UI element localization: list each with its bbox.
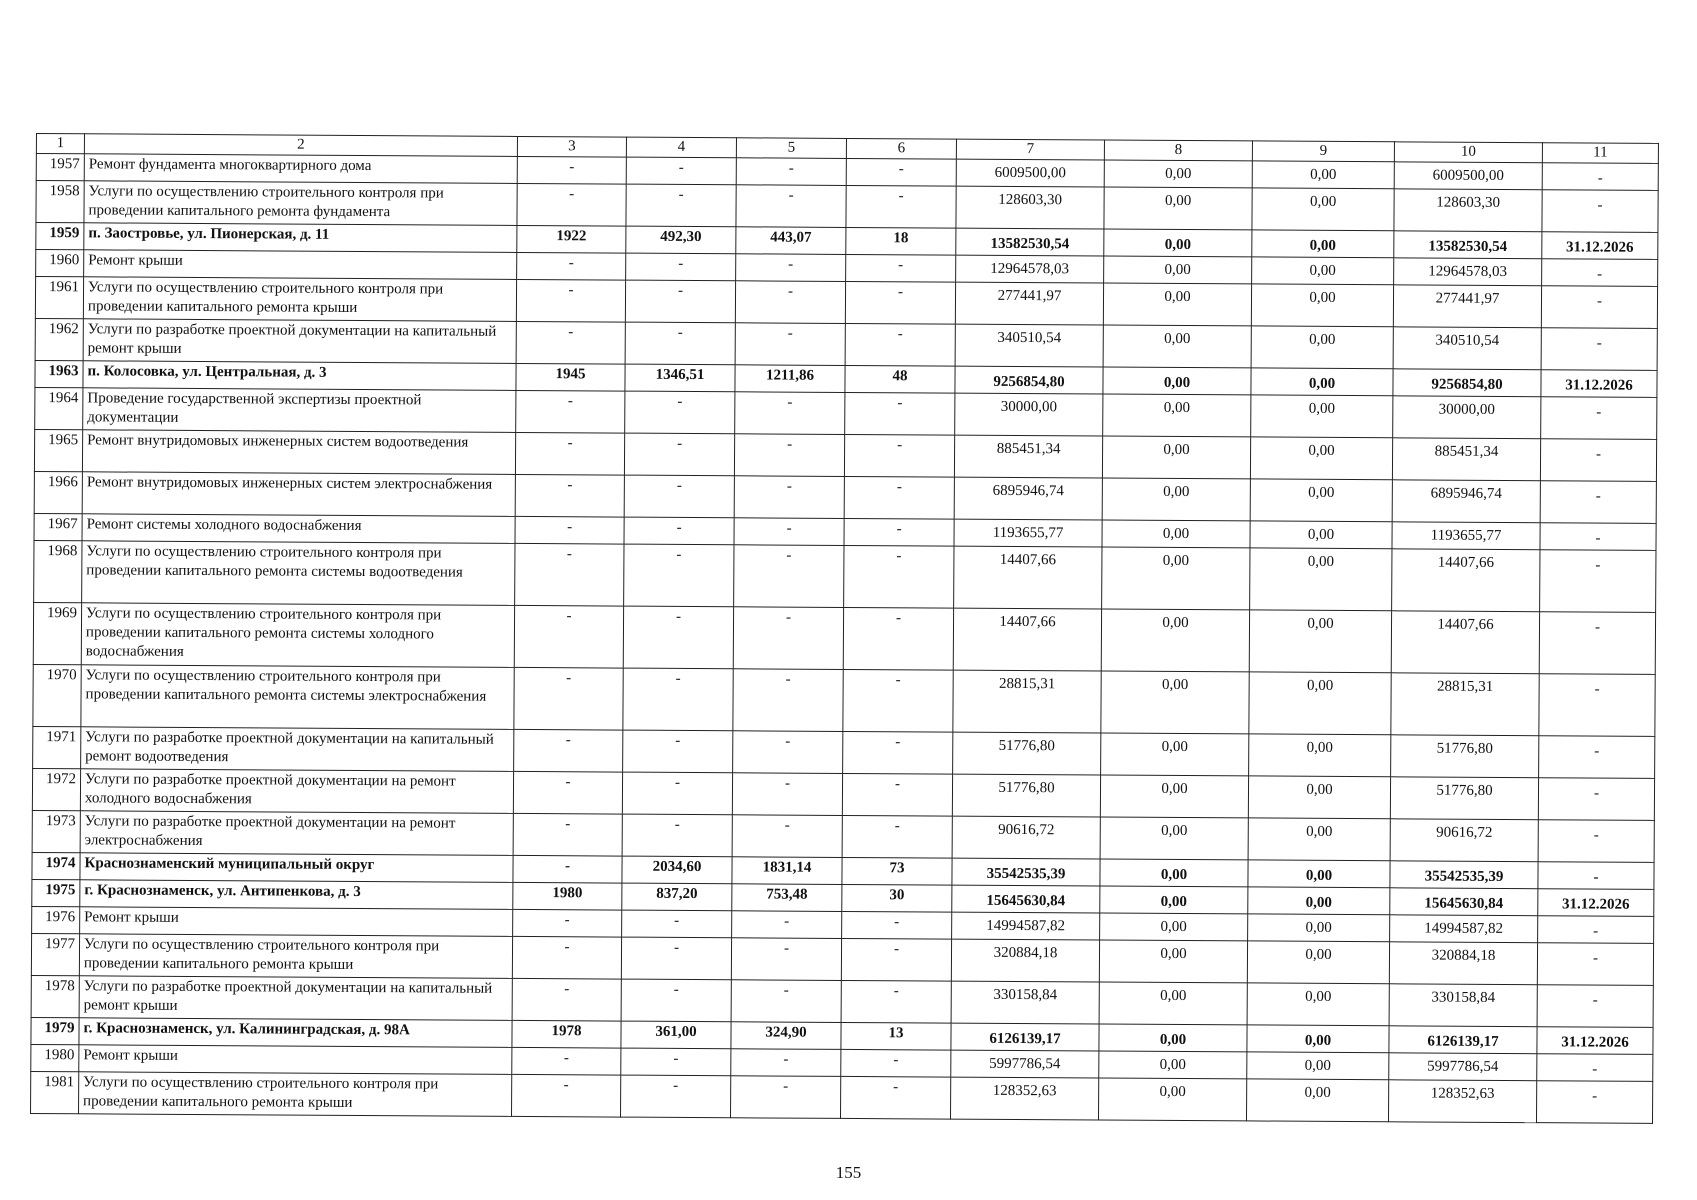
residents-cell: - <box>840 1076 950 1119</box>
deadline-cell: - <box>1538 778 1654 821</box>
col10-cell: 320884,18 <box>1389 942 1537 985</box>
year-cell: - <box>512 936 621 979</box>
residents-cell: - <box>846 158 956 186</box>
row-number: 1979 <box>31 1017 79 1044</box>
col8-cell: 0,00 <box>1101 733 1249 776</box>
column-header: 6 <box>846 138 956 159</box>
total-cost-cell: 14994587,82 <box>952 912 1100 940</box>
area-total-cell: - <box>623 668 733 731</box>
col10-cell: 51776,80 <box>1390 777 1538 820</box>
area-total-cell: - <box>624 475 734 518</box>
column-header: 7 <box>956 139 1104 160</box>
deadline-cell: - <box>1541 397 1657 440</box>
item-description: г. Краснознаменск, ул. Калининградская, д. 98А <box>79 1018 512 1048</box>
row-number: 1962 <box>35 318 83 360</box>
col9-cell: 0,00 <box>1252 188 1394 231</box>
item-description: Услуги по осуществлению строительного контроля при проведении капитального ремонта системы водоотведения <box>82 541 515 606</box>
area-total-cell: 1346,51 <box>625 364 735 392</box>
year-cell: - <box>517 252 626 280</box>
area-living-cell: - <box>736 158 846 186</box>
total-cost-cell: 90616,72 <box>952 816 1100 859</box>
col9-cell: 0,00 <box>1251 395 1393 438</box>
total-cost-cell: 330158,84 <box>951 981 1099 1024</box>
area-total-cell: - <box>624 544 734 607</box>
year-cell: - <box>515 432 624 475</box>
col10-cell: 14407,66 <box>1391 611 1539 674</box>
deadline-cell: - <box>1537 943 1653 986</box>
area-living-cell: - <box>735 323 845 366</box>
col10-cell: 13582530,54 <box>1394 231 1542 259</box>
row-number: 1966 <box>34 471 82 513</box>
area-living-cell: 324,90 <box>731 1022 841 1050</box>
column-header: 1 <box>36 134 84 154</box>
item-description: Краснознаменский муниципальный округ <box>80 853 513 883</box>
residents-cell: - <box>841 980 951 1023</box>
residents-cell: - <box>842 773 952 816</box>
area-living-cell: - <box>734 518 844 546</box>
item-description: Услуги по разработке проектной документации на капитальный ремонт крыши <box>83 319 516 364</box>
col8-cell: 0,00 <box>1104 160 1252 188</box>
area-total-cell: - <box>622 772 732 815</box>
year-cell: - <box>514 729 623 772</box>
row-number: 1973 <box>32 810 80 852</box>
col9-cell: 0,00 <box>1248 818 1390 861</box>
total-cost-cell: 30000,00 <box>955 393 1103 436</box>
area-total-cell: - <box>625 322 735 365</box>
item-description: Услуги по разработке проектной документации на ремонт холодного водоснабжения <box>80 769 513 814</box>
col10-cell: 5997786,54 <box>1389 1053 1537 1081</box>
area-living-cell: - <box>734 545 844 608</box>
col10-cell: 14994587,82 <box>1390 915 1538 943</box>
area-living-cell: - <box>731 1049 841 1077</box>
col8-cell: 0,00 <box>1101 609 1249 672</box>
column-header: 3 <box>517 136 626 157</box>
year-cell: - <box>513 909 622 937</box>
col8-cell: 0,00 <box>1102 520 1250 548</box>
item-description: Ремонт системы холодного водоснабжения <box>82 514 515 544</box>
deadline-cell: - <box>1538 862 1654 890</box>
deadline-cell: 31.12.2026 <box>1542 232 1658 260</box>
col8-cell: 0,00 <box>1103 394 1251 437</box>
col8-cell: 0,00 <box>1100 775 1248 818</box>
col10-cell: 12964578,03 <box>1394 258 1542 286</box>
item-description: Услуги по осуществлению строительного контроля при проведении капитального ремонта системы электроснабжения <box>81 665 514 730</box>
residents-cell: - <box>841 938 951 981</box>
column-header: 10 <box>1394 142 1542 163</box>
area-total-cell: - <box>625 280 735 323</box>
col8-cell: 0,00 <box>1102 436 1250 479</box>
col9-cell: 0,00 <box>1248 914 1390 942</box>
year-cell: - <box>516 390 625 433</box>
deadline-cell: - <box>1542 163 1658 191</box>
year-cell: - <box>517 183 626 226</box>
total-cost-cell: 5997786,54 <box>951 1050 1099 1078</box>
area-total-cell: - <box>620 1075 730 1118</box>
area-living-cell: - <box>731 980 841 1023</box>
col8-cell: 0,00 <box>1103 283 1251 326</box>
col8-cell: 0,00 <box>1100 886 1248 914</box>
col8-cell: 0,00 <box>1098 1078 1246 1121</box>
col10-cell: 1193655,77 <box>1392 522 1540 550</box>
deadline-cell: - <box>1537 985 1653 1028</box>
item-description: Услуги по осуществлению строительного контроля при проведении капитального ремонта крыши <box>83 277 516 322</box>
col8-cell: 0,00 <box>1100 859 1248 887</box>
col10-cell: 90616,72 <box>1390 819 1538 862</box>
area-living-cell: 753,48 <box>732 884 842 912</box>
column-header: 11 <box>1542 143 1658 164</box>
col9-cell: 0,00 <box>1248 860 1390 888</box>
area-total-cell: - <box>622 910 732 938</box>
year-cell: - <box>515 516 624 544</box>
col10-cell: 128352,63 <box>1388 1080 1536 1123</box>
area-living-cell: - <box>734 434 844 477</box>
year-cell: - <box>515 474 624 517</box>
item-description: Проведение государственной экспертизы проектной документации <box>83 388 516 433</box>
area-living-cell: - <box>733 669 843 732</box>
row-number: 1957 <box>36 154 84 181</box>
residents-cell: - <box>846 185 956 228</box>
row-number: 1975 <box>32 879 80 906</box>
col10-cell: 340510,54 <box>1393 327 1541 370</box>
total-cost-cell: 6126139,17 <box>951 1023 1099 1051</box>
deadline-cell: 31.12.2026 <box>1541 370 1657 398</box>
item-description: Услуги по осуществлению строительного контроля при проведении капитального ремонта фундамента <box>84 181 517 226</box>
row-number: 1968 <box>34 540 82 602</box>
total-cost-cell: 35542535,39 <box>952 858 1100 886</box>
col9-cell: 0,00 <box>1251 284 1393 327</box>
row-number: 1967 <box>34 513 82 540</box>
deadline-cell: - <box>1541 286 1657 329</box>
deadline-cell: - <box>1537 1054 1653 1082</box>
year-cell: - <box>512 1074 621 1117</box>
deadline-cell: - <box>1540 550 1656 613</box>
year-cell: - <box>516 321 625 364</box>
residents-cell: - <box>843 607 953 670</box>
area-total-cell: - <box>626 253 736 281</box>
row-number: 1976 <box>32 906 80 933</box>
budget-table <box>30 133 1659 1124</box>
col9-cell: 0,00 <box>1248 776 1390 819</box>
total-cost-cell: 51776,80 <box>953 732 1101 775</box>
document-sheet <box>30 133 1658 1124</box>
area-living-cell: - <box>731 938 841 981</box>
residents-cell: - <box>844 434 954 477</box>
total-cost-cell: 15645630,84 <box>952 885 1100 913</box>
total-cost-cell: 28815,31 <box>953 670 1101 733</box>
col8-cell: 0,00 <box>1104 229 1252 257</box>
year-cell: - <box>514 667 623 730</box>
area-living-cell: - <box>736 185 846 228</box>
total-cost-cell: 277441,97 <box>955 282 1103 325</box>
page-number: 155 <box>835 1163 862 1182</box>
col8-cell: 0,00 <box>1099 1024 1247 1052</box>
col10-cell: 35542535,39 <box>1390 861 1538 889</box>
item-description: г. Краснознаменск, ул. Антипенкова, д. 3 <box>80 880 513 910</box>
area-total-cell: - <box>623 730 733 773</box>
area-total-cell: - <box>624 433 734 476</box>
col9-cell: 0,00 <box>1249 734 1391 777</box>
year-cell: 1978 <box>512 1020 621 1048</box>
area-total-cell: 2034,60 <box>622 856 732 884</box>
col9-cell: 0,00 <box>1247 941 1389 984</box>
deadline-cell: - <box>1542 190 1658 233</box>
residents-cell: - <box>844 476 954 519</box>
row-number: 1977 <box>31 933 79 975</box>
col8-cell: 0,00 <box>1100 913 1248 941</box>
column-header: 9 <box>1252 141 1394 162</box>
row-number: 1969 <box>33 602 81 664</box>
total-cost-cell: 6895946,74 <box>954 477 1102 520</box>
col10-cell: 14407,66 <box>1392 549 1540 612</box>
year-cell: - <box>513 855 622 883</box>
residents-cell: 13 <box>841 1022 951 1050</box>
row-number: 1961 <box>35 277 83 319</box>
residents-cell: - <box>841 1049 951 1077</box>
year-cell: 1945 <box>516 363 625 391</box>
col10-cell: 330158,84 <box>1389 984 1537 1027</box>
deadline-cell: - <box>1539 674 1655 737</box>
deadline-cell: - <box>1540 481 1656 524</box>
item-description: Ремонт внутридомовых инженерных систем водоотведения <box>82 430 515 475</box>
residents-cell: - <box>846 254 956 282</box>
deadline-cell: - <box>1539 736 1655 779</box>
work-item-row <box>31 1071 1653 1123</box>
area-living-cell: - <box>736 254 846 282</box>
area-total-cell: - <box>621 937 731 980</box>
area-total-cell: - <box>621 1048 731 1076</box>
residents-cell: 48 <box>845 365 955 393</box>
col9-cell: 0,00 <box>1252 161 1394 189</box>
column-header: 2 <box>84 134 517 157</box>
row-number: 1972 <box>32 768 80 810</box>
residents-cell: - <box>842 815 952 858</box>
deadline-cell: 31.12.2026 <box>1538 889 1654 917</box>
row-number: 1965 <box>34 429 82 471</box>
year-cell: - <box>513 771 622 814</box>
item-description: Услуги по разработке проектной документации на ремонт электроснабжения <box>80 811 513 856</box>
total-cost-cell: 320884,18 <box>951 939 1099 982</box>
residents-cell: - <box>843 669 953 732</box>
year-cell: - <box>513 813 622 856</box>
row-number: 1980 <box>31 1044 79 1071</box>
deadline-cell: - <box>1540 439 1656 482</box>
col9-cell: 0,00 <box>1251 368 1393 396</box>
deadline-cell: - <box>1540 523 1656 551</box>
row-number: 1958 <box>36 181 84 223</box>
year-cell: - <box>517 156 626 184</box>
col9-cell: 0,00 <box>1247 1025 1389 1053</box>
column-header: 8 <box>1104 140 1252 161</box>
total-cost-cell: 128352,63 <box>950 1077 1098 1120</box>
col10-cell: 6009500,00 <box>1394 162 1542 190</box>
total-cost-cell: 885451,34 <box>954 435 1102 478</box>
area-living-cell: - <box>734 476 844 519</box>
area-living-cell: - <box>730 1076 840 1119</box>
area-living-cell: - <box>733 607 843 670</box>
row-number: 1970 <box>33 664 81 726</box>
area-living-cell: 1211,86 <box>735 365 845 393</box>
col8-cell: 0,00 <box>1102 478 1250 521</box>
work-item-row <box>34 540 1656 612</box>
col10-cell: 28815,31 <box>1391 673 1539 736</box>
residents-cell: - <box>845 281 955 324</box>
area-living-cell: - <box>732 773 842 816</box>
item-description: п. Колосовка, ул. Центральная, д. 3 <box>83 361 516 391</box>
total-cost-cell: 51776,80 <box>952 774 1100 817</box>
residents-cell: 30 <box>842 884 952 912</box>
year-cell: - <box>515 543 624 606</box>
deadline-cell: 31.12.2026 <box>1537 1027 1653 1055</box>
area-total-cell: - <box>626 184 736 227</box>
area-living-cell: - <box>732 911 842 939</box>
col8-cell: 0,00 <box>1103 325 1251 368</box>
total-cost-cell: 13582530,54 <box>956 228 1104 256</box>
work-item-row <box>33 602 1655 674</box>
item-description: Услуги по осуществлению строительного контроля при проведении капитального ремонта системы холодного водоснабжения <box>81 603 514 668</box>
deadline-cell: - <box>1538 916 1654 944</box>
deadline-cell: - <box>1542 259 1658 287</box>
col10-cell: 51776,80 <box>1391 735 1539 778</box>
item-description: Ремонт фундамента многоквартирного дома <box>84 154 517 184</box>
total-cost-cell: 12964578,03 <box>956 255 1104 283</box>
col9-cell: 0,00 <box>1252 257 1394 285</box>
item-description: п. Заостровье, ул. Пионерская, д. 11 <box>84 223 517 253</box>
area-living-cell: 443,07 <box>736 227 846 255</box>
row-number: 1971 <box>33 726 81 768</box>
col8-cell: 0,00 <box>1104 187 1252 230</box>
col9-cell: 0,00 <box>1250 437 1392 480</box>
col9-cell: 0,00 <box>1252 230 1394 258</box>
col8-cell: 0,00 <box>1100 817 1248 860</box>
item-description: Услуги по осуществлению строительного контроля при проведении капитального ремонта крыши <box>79 934 512 979</box>
area-total-cell: 837,20 <box>622 883 732 911</box>
year-cell: 1922 <box>517 225 626 253</box>
year-cell: - <box>512 978 621 1021</box>
item-description: Услуги по разработке проектной документации на капитальный ремонт водоотведения <box>81 727 514 772</box>
col9-cell: 0,00 <box>1247 983 1389 1026</box>
col8-cell: 0,00 <box>1102 547 1250 610</box>
residents-cell: - <box>844 545 954 608</box>
year-cell: - <box>512 1047 621 1075</box>
item-description: Услуги по разработке проектной документации на капитальный ремонт крыши <box>79 976 512 1021</box>
residents-cell: 73 <box>842 857 952 885</box>
col9-cell: 0,00 <box>1250 479 1392 522</box>
item-description: Ремонт крыши <box>84 250 517 280</box>
col8-cell: 0,00 <box>1103 367 1251 395</box>
column-header: 5 <box>736 138 846 159</box>
area-living-cell: - <box>732 815 842 858</box>
deadline-cell: - <box>1539 612 1655 675</box>
year-cell: 1980 <box>513 882 622 910</box>
col10-cell: 15645630,84 <box>1390 888 1538 916</box>
col9-cell: 0,00 <box>1249 672 1391 735</box>
area-total-cell: - <box>626 157 736 185</box>
residents-cell: - <box>844 518 954 546</box>
residents-cell: - <box>845 323 955 366</box>
total-cost-cell: 340510,54 <box>955 324 1103 367</box>
area-total-cell: - <box>623 606 733 669</box>
residents-cell: - <box>843 731 953 774</box>
col10-cell: 30000,00 <box>1393 396 1541 439</box>
residents-cell: - <box>842 911 952 939</box>
item-description: Ремонт крыши <box>79 1045 512 1075</box>
area-total-cell: 361,00 <box>621 1021 731 1049</box>
item-description: Ремонт внутридомовых инженерных систем электроснабжения <box>82 472 515 517</box>
col9-cell: 0,00 <box>1251 326 1393 369</box>
col9-cell: 0,00 <box>1247 1052 1389 1080</box>
item-description: Услуги по осуществлению строительного контроля при проведении капитального ремонта крыши <box>79 1072 512 1117</box>
col9-cell: 0,00 <box>1246 1079 1388 1122</box>
work-item-row <box>33 664 1655 736</box>
deadline-cell: - <box>1541 328 1657 371</box>
col8-cell: 0,00 <box>1104 256 1252 284</box>
col10-cell: 9256854,80 <box>1393 369 1541 397</box>
residents-cell: - <box>845 392 955 435</box>
col9-cell: 0,00 <box>1250 548 1392 611</box>
deadline-cell: - <box>1536 1081 1652 1124</box>
column-header: 4 <box>626 137 736 158</box>
year-cell: - <box>514 605 623 668</box>
area-living-cell: - <box>733 731 843 774</box>
row-number: 1959 <box>36 223 84 250</box>
col10-cell: 6126139,17 <box>1389 1026 1537 1054</box>
row-number: 1960 <box>36 250 84 277</box>
residents-cell: 18 <box>846 227 956 255</box>
col10-cell: 6895946,74 <box>1392 480 1540 523</box>
total-cost-cell: 128603,30 <box>956 186 1104 229</box>
total-cost-cell: 6009500,00 <box>956 159 1104 187</box>
area-total-cell: - <box>622 814 732 857</box>
col10-cell: 277441,97 <box>1393 285 1541 328</box>
col9-cell: 0,00 <box>1248 887 1390 915</box>
row-number: 1964 <box>35 387 83 429</box>
col8-cell: 0,00 <box>1099 982 1247 1025</box>
year-cell: - <box>516 279 625 322</box>
row-number: 1963 <box>35 360 83 387</box>
total-cost-cell: 1193655,77 <box>954 519 1102 547</box>
col8-cell: 0,00 <box>1099 940 1247 983</box>
col10-cell: 885451,34 <box>1392 438 1540 481</box>
area-living-cell: - <box>735 392 845 435</box>
area-living-cell: 1831,14 <box>732 857 842 885</box>
col8-cell: 0,00 <box>1101 671 1249 734</box>
col9-cell: 0,00 <box>1249 610 1391 673</box>
area-total-cell: - <box>624 517 734 545</box>
col9-cell: 0,00 <box>1250 521 1392 549</box>
col8-cell: 0,00 <box>1099 1051 1247 1079</box>
total-cost-cell: 14407,66 <box>953 608 1101 671</box>
row-number: 1978 <box>31 975 79 1017</box>
deadline-cell: - <box>1538 820 1654 863</box>
area-total-cell: 492,30 <box>626 226 736 254</box>
item-description: Ремонт крыши <box>80 907 513 937</box>
total-cost-cell: 9256854,80 <box>955 366 1103 394</box>
area-total-cell: - <box>621 979 731 1022</box>
total-cost-cell: 14407,66 <box>954 546 1102 609</box>
row-number: 1981 <box>31 1071 79 1113</box>
row-number: 1974 <box>32 852 80 879</box>
area-living-cell: - <box>735 281 845 324</box>
col10-cell: 128603,30 <box>1394 189 1542 232</box>
area-total-cell: - <box>625 391 735 434</box>
